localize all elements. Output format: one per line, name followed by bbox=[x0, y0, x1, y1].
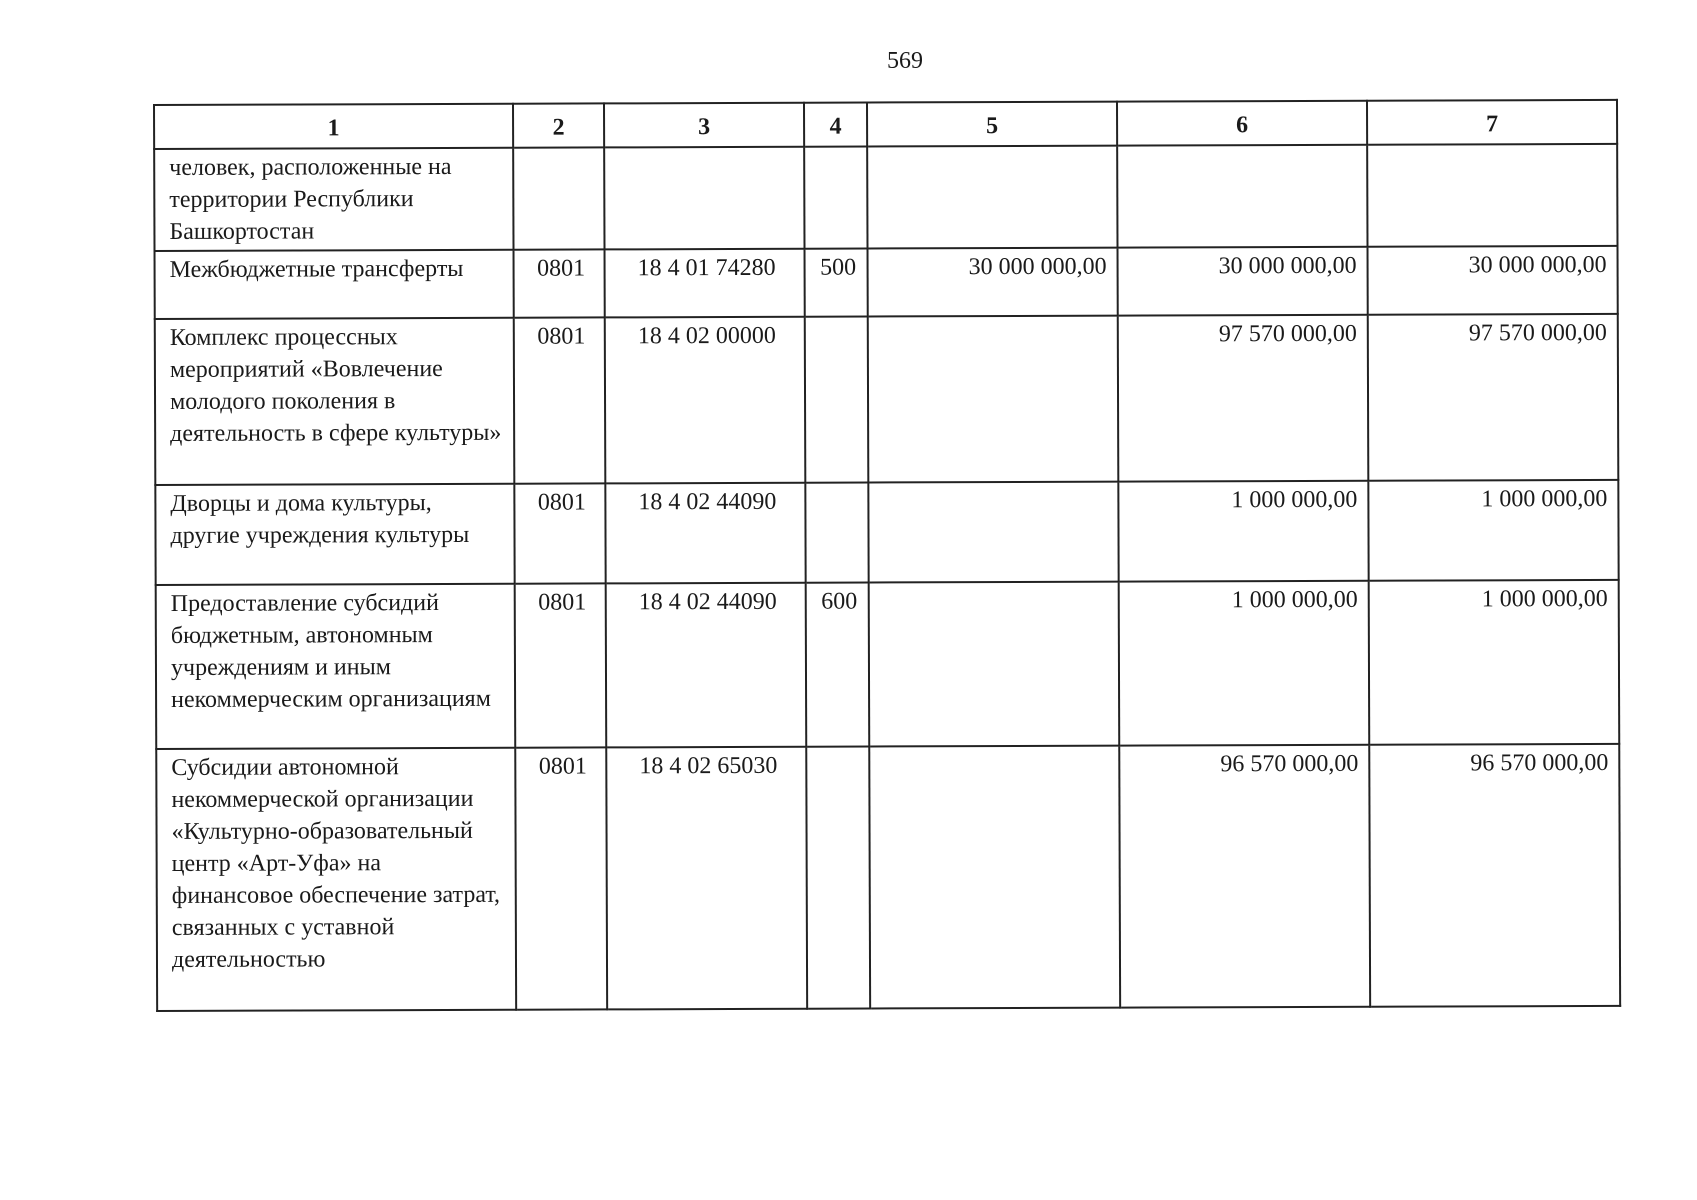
header-col-6: 6 bbox=[1117, 101, 1367, 146]
header-col-3: 3 bbox=[604, 103, 804, 148]
table-row bbox=[155, 480, 1618, 585]
header-row bbox=[154, 100, 1617, 149]
header-col-4: 4 bbox=[804, 103, 867, 147]
row-section: 0801 bbox=[514, 483, 605, 583]
row-amount-6: 97 570 000,00 bbox=[1118, 315, 1369, 482]
row-amount-7: 1 000 000,00 bbox=[1368, 480, 1618, 581]
row-name: Комплекс процессных мероприятий «Вовлечение молодого поколения в деятельность в сфере культуры» bbox=[155, 318, 515, 485]
row-name: Дворцы и дома культуры, другие учреждения культуры bbox=[155, 484, 514, 585]
row-amount-6: 1 000 000,00 bbox=[1118, 481, 1368, 582]
row-section: 0801 bbox=[514, 317, 606, 483]
row-target: 18 4 02 44090 bbox=[605, 483, 805, 584]
row-amount-7: 1 000 000,00 bbox=[1369, 580, 1620, 745]
row-section: 0801 bbox=[514, 249, 605, 317]
row-type bbox=[806, 747, 870, 1009]
row-type bbox=[805, 317, 869, 483]
row-type: 500 bbox=[805, 249, 868, 317]
row-target: 18 4 02 65030 bbox=[606, 747, 807, 1010]
row-section: 0801 bbox=[515, 747, 607, 1009]
row-amount-7 bbox=[1367, 144, 1617, 247]
table-row bbox=[156, 744, 1620, 1011]
row-amount-6: 1 000 000,00 bbox=[1119, 581, 1370, 746]
row-section bbox=[513, 147, 604, 249]
row-amount-5 bbox=[868, 482, 1118, 583]
row-name: человек, расположенные на территории Республики Башкортостан bbox=[154, 148, 513, 251]
row-name: Предоставление субсидий бюджетным, автономным учреждениям и иным некоммерческим организациям bbox=[156, 584, 516, 749]
row-amount-6: 30 000 000,00 bbox=[1118, 247, 1368, 316]
row-amount-7: 96 570 000,00 bbox=[1369, 744, 1620, 1007]
table-row bbox=[156, 580, 1620, 749]
row-target: 18 4 02 00000 bbox=[605, 317, 806, 484]
row-amount-7: 30 000 000,00 bbox=[1368, 246, 1618, 315]
row-name: Межбюджетные трансферты bbox=[155, 250, 514, 319]
page-number: 569 bbox=[887, 48, 923, 74]
row-target: 18 4 01 74280 bbox=[605, 249, 805, 318]
row-amount-5 bbox=[869, 746, 1120, 1009]
header-col-2: 2 bbox=[513, 103, 604, 147]
header-col-5: 5 bbox=[867, 102, 1117, 147]
header-col-1: 1 bbox=[154, 104, 513, 149]
row-name: Субсидии автономной некоммерческой организации «Культурно-образовательный центр «Арт-Уфа» на финансовое обеспечение затрат, связанных с уставной деятельностью bbox=[156, 748, 516, 1011]
header-col-7: 7 bbox=[1367, 100, 1617, 145]
row-amount-5 bbox=[869, 582, 1120, 747]
table-row bbox=[155, 314, 1619, 485]
row-amount-6 bbox=[1117, 145, 1367, 248]
row-type bbox=[804, 147, 867, 249]
table-row bbox=[154, 144, 1617, 251]
row-amount-7: 97 570 000,00 bbox=[1368, 314, 1619, 481]
table-row bbox=[155, 246, 1618, 319]
row-amount-5 bbox=[868, 316, 1119, 483]
row-amount-6: 96 570 000,00 bbox=[1119, 745, 1370, 1008]
row-type: 600 bbox=[806, 583, 870, 747]
row-section: 0801 bbox=[515, 583, 607, 747]
row-target bbox=[604, 147, 804, 250]
row-amount-5: 30 000 000,00 bbox=[868, 248, 1118, 317]
row-type bbox=[805, 483, 868, 583]
row-target: 18 4 02 44090 bbox=[606, 583, 807, 748]
row-amount-5 bbox=[867, 146, 1117, 249]
budget-table bbox=[153, 99, 1621, 1012]
